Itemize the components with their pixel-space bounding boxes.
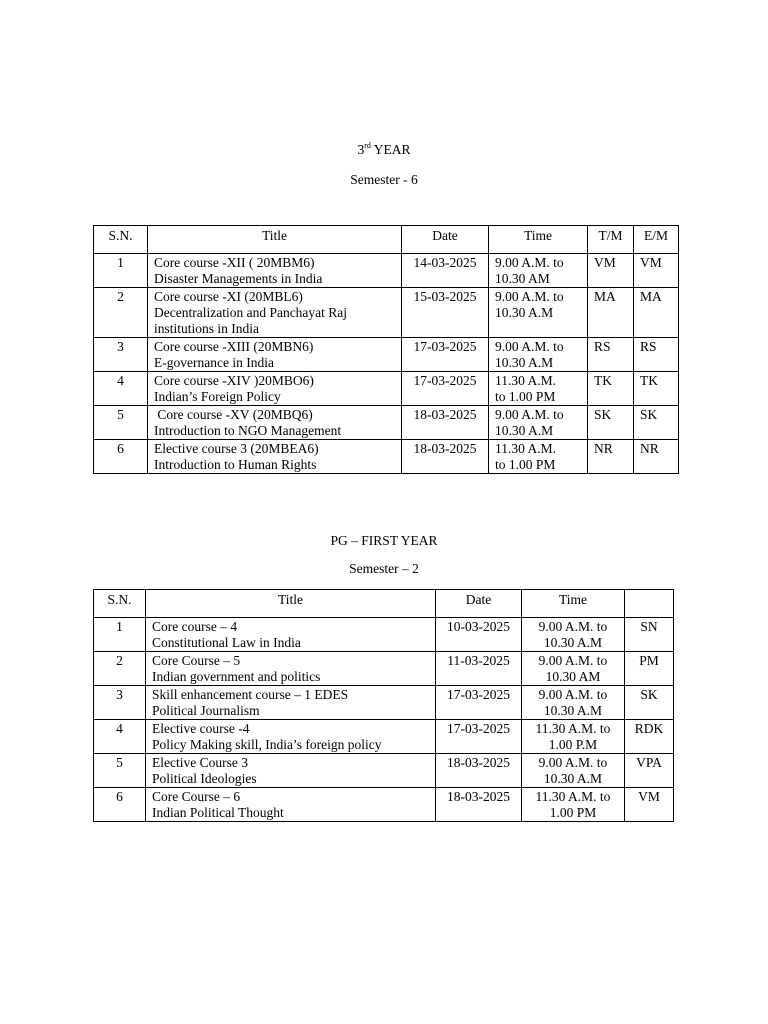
time-end: 1.00 P.M bbox=[548, 737, 598, 752]
course-name: Constitutional Law in India bbox=[152, 635, 301, 650]
row-examiner: SK bbox=[625, 686, 674, 720]
row-title bbox=[148, 440, 402, 474]
course-name: Indian Political Thought bbox=[152, 805, 284, 820]
row-tm: MA bbox=[588, 288, 634, 338]
course-name: Indian government and politics bbox=[152, 669, 321, 684]
row-tm: NR bbox=[588, 440, 634, 474]
section2-semester-heading: Semester – 2 bbox=[349, 561, 419, 576]
table-row bbox=[94, 372, 679, 406]
time-start: 11.30 A.M. to bbox=[535, 789, 611, 804]
row-tm: VM bbox=[588, 254, 634, 288]
header-tm: T/M bbox=[588, 226, 634, 254]
table-row bbox=[94, 406, 679, 440]
course-name: Disaster Managements in India bbox=[154, 271, 323, 286]
time-end: 10.30 A.M bbox=[495, 305, 554, 320]
course-name-cont: institutions in India bbox=[154, 321, 260, 336]
time-end: 10.30 AM bbox=[545, 669, 601, 684]
section2-year-heading: PG – FIRST YEAR bbox=[330, 533, 438, 548]
course-code: Core course -XI (20MBL6) bbox=[154, 289, 303, 304]
time-start: 11.30 A.M. bbox=[495, 441, 557, 456]
course-name: Political Journalism bbox=[152, 703, 260, 718]
row-tm: RS bbox=[588, 338, 634, 372]
row-time bbox=[489, 440, 588, 474]
row-time bbox=[489, 288, 588, 338]
table-row bbox=[94, 788, 674, 822]
time-start: 9.00 A.M. to bbox=[538, 755, 608, 770]
row-time bbox=[522, 618, 625, 652]
row-date: 18-03-2025 bbox=[402, 406, 489, 440]
row-time bbox=[489, 254, 588, 288]
row-time bbox=[522, 686, 625, 720]
table-row bbox=[94, 288, 679, 338]
course-name: Indian’s Foreign Policy bbox=[154, 389, 281, 404]
time-start: 9.00 A.M. to bbox=[538, 653, 608, 668]
course-name: Introduction to Human Rights bbox=[154, 457, 317, 472]
course-code: Core course -XII ( 20MBM6) bbox=[154, 255, 315, 270]
third-year-schedule-table bbox=[93, 225, 679, 474]
header-title: Title bbox=[148, 226, 402, 254]
header-examiner bbox=[625, 590, 674, 618]
time-start: 9.00 A.M. to bbox=[495, 289, 564, 304]
row-sn: 6 bbox=[94, 788, 146, 822]
time-start: 11.30 A.M. to bbox=[535, 721, 611, 736]
row-sn: 1 bbox=[94, 254, 148, 288]
row-date: 10-03-2025 bbox=[436, 618, 522, 652]
table-row bbox=[94, 618, 674, 652]
time-start: 9.00 A.M. to bbox=[495, 407, 564, 422]
time-end: 10.30 A.M bbox=[543, 635, 603, 650]
table-header-row bbox=[94, 590, 674, 618]
course-name: Decentralization and Panchayat Raj bbox=[154, 305, 348, 320]
row-date: 17-03-2025 bbox=[402, 372, 489, 406]
row-sn: 6 bbox=[94, 440, 148, 474]
course-code: Elective Course 3 bbox=[152, 755, 248, 770]
row-tm: TK bbox=[588, 372, 634, 406]
row-title bbox=[146, 652, 436, 686]
time-start: 11.30 A.M. bbox=[495, 373, 557, 388]
time-end: to 1.00 PM bbox=[495, 457, 556, 472]
table-row bbox=[94, 754, 674, 788]
header-title: Title bbox=[146, 590, 436, 618]
time-start: 9.00 A.M. to bbox=[538, 619, 608, 634]
course-code: Core course -XV (20MBQ6) bbox=[154, 407, 313, 422]
row-date: 17-03-2025 bbox=[436, 720, 522, 754]
row-time bbox=[522, 754, 625, 788]
course-code: Core Course – 6 bbox=[152, 789, 241, 804]
course-name: E-governance in India bbox=[154, 355, 274, 370]
row-examiner: RDK bbox=[625, 720, 674, 754]
row-title bbox=[148, 406, 402, 440]
time-end: 10.30 A.M bbox=[495, 355, 554, 370]
row-sn: 4 bbox=[94, 372, 148, 406]
row-title bbox=[148, 338, 402, 372]
time-end: 10.30 AM bbox=[495, 271, 550, 286]
course-code: Skill enhancement course – 1 EDES bbox=[152, 687, 349, 702]
time-start: 9.00 A.M. to bbox=[495, 339, 564, 354]
row-time bbox=[522, 720, 625, 754]
row-time bbox=[489, 372, 588, 406]
row-date: 18-03-2025 bbox=[436, 788, 522, 822]
row-sn: 3 bbox=[94, 338, 148, 372]
row-title bbox=[146, 618, 436, 652]
section1-semester-heading: Semester - 6 bbox=[350, 172, 418, 187]
header-sn: S.N. bbox=[94, 226, 148, 254]
time-end: to 1.00 PM bbox=[495, 389, 556, 404]
row-tm: SK bbox=[588, 406, 634, 440]
table-row bbox=[94, 720, 674, 754]
table-header-row bbox=[94, 226, 679, 254]
course-name: Policy Making skill, India’s foreign policy bbox=[152, 737, 382, 752]
header-em: E/M bbox=[634, 226, 679, 254]
table-row bbox=[94, 686, 674, 720]
time-start: 9.00 A.M. to bbox=[538, 687, 608, 702]
time-end: 10.30 A.M bbox=[543, 703, 603, 718]
course-code: Elective course 3 (20MBEA6) bbox=[154, 441, 319, 456]
row-title bbox=[148, 254, 402, 288]
row-examiner: VPA bbox=[625, 754, 674, 788]
course-code: Elective course -4 bbox=[152, 721, 250, 736]
section1-year-heading: 3rd YEAR bbox=[357, 141, 411, 157]
row-em: NR bbox=[634, 440, 679, 474]
time-end: 10.30 A.M bbox=[495, 423, 554, 438]
row-title bbox=[148, 288, 402, 338]
time-start: 9.00 A.M. to bbox=[495, 255, 564, 270]
row-sn: 5 bbox=[94, 754, 146, 788]
header-time: Time bbox=[489, 226, 588, 254]
time-end: 10.30 A.M bbox=[543, 771, 603, 786]
course-code: Core course – 4 bbox=[152, 619, 238, 634]
row-time bbox=[522, 652, 625, 686]
row-date: 14-03-2025 bbox=[402, 254, 489, 288]
row-em: RS bbox=[634, 338, 679, 372]
row-em: VM bbox=[634, 254, 679, 288]
course-code: Core course -XIII (20MBN6) bbox=[154, 339, 314, 354]
row-time bbox=[489, 406, 588, 440]
course-name: Introduction to NGO Management bbox=[154, 423, 342, 438]
row-sn: 3 bbox=[94, 686, 146, 720]
header-date: Date bbox=[402, 226, 489, 254]
row-date: 18-03-2025 bbox=[436, 754, 522, 788]
row-title bbox=[146, 686, 436, 720]
table-row bbox=[94, 254, 679, 288]
table-row bbox=[94, 440, 679, 474]
header-time: Time bbox=[522, 590, 625, 618]
course-name: Political Ideologies bbox=[152, 771, 257, 786]
row-sn: 2 bbox=[94, 288, 148, 338]
row-time bbox=[489, 338, 588, 372]
table-row bbox=[94, 652, 674, 686]
table-row bbox=[94, 338, 679, 372]
row-date: 15-03-2025 bbox=[402, 288, 489, 338]
row-title bbox=[148, 372, 402, 406]
time-end: 1.00 PM bbox=[549, 805, 597, 820]
row-sn: 5 bbox=[94, 406, 148, 440]
row-sn: 4 bbox=[94, 720, 146, 754]
row-title bbox=[146, 720, 436, 754]
pg-first-year-schedule-table bbox=[93, 589, 674, 822]
row-em: TK bbox=[634, 372, 679, 406]
row-examiner: PM bbox=[625, 652, 674, 686]
row-em: MA bbox=[634, 288, 679, 338]
header-sn: S.N. bbox=[94, 590, 146, 618]
row-date: 18-03-2025 bbox=[402, 440, 489, 474]
row-examiner: VM bbox=[625, 788, 674, 822]
row-date: 17-03-2025 bbox=[402, 338, 489, 372]
row-time bbox=[522, 788, 625, 822]
row-sn: 1 bbox=[94, 618, 146, 652]
header-date: Date bbox=[436, 590, 522, 618]
row-title bbox=[146, 788, 436, 822]
course-code: Core Course – 5 bbox=[152, 653, 241, 668]
row-title bbox=[146, 754, 436, 788]
row-date: 17-03-2025 bbox=[436, 686, 522, 720]
row-examiner: SN bbox=[625, 618, 674, 652]
row-sn: 2 bbox=[94, 652, 146, 686]
row-date: 11-03-2025 bbox=[436, 652, 522, 686]
course-code: Core course -XIV )20MBO6) bbox=[154, 373, 314, 388]
row-em: SK bbox=[634, 406, 679, 440]
